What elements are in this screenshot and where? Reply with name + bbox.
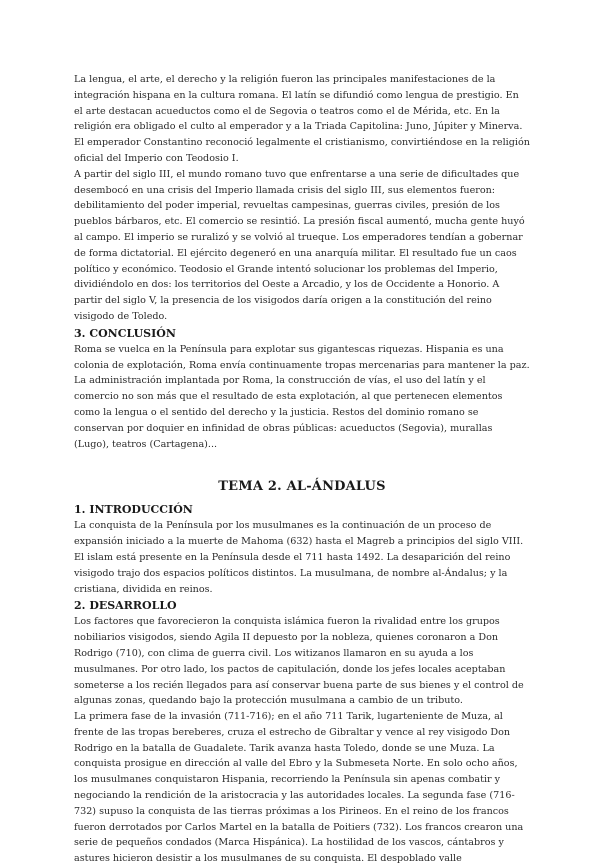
paragraph-invasion-phases: La primera fase de la invasión (711-716); en el año 711 Tarik, lugarteniente de Muza, al frente de las tropas bereberes, cruza el estrecho de Gibraltar y vence al rey visigodo Don Rodrigo en la batalla de Guadalete. Tarik avanza hasta Toledo, donde se une Muza. La conquista prosigue en dirección al valle del Ebro y la Submeseta Norte. En solo ocho años, los musulmanes conquistaron Hispania, recorriendo la Península sin apenas combatir y negociando la rendición de la aristocracia y las autoridades locales. La segunda fase (716-732) supuso la conquista de las tierras próximas a los Pirineos. En el reino de los francos fueron derrotados por Carlos Martel en la batalla de Poitiers (732). Los francos crearon una serie de pequeños condados (Marca Hispánica). La hostilidad de los vascos, cántabros y astures hicieron desistir a los musulmanes de su conquista. El despoblado valle bbox=[74, 711, 524, 865]
paragraph-factors: Los factores que favorecieron la conquista islámica fueron la rivalidad entre los grupos nobiliarios visigodos, siendo Agila II depuesto por la nobleza, quienes coronaron a Don Rodrigo (710), con clima de guerra civil. Los witizanos llamaron en su ayuda a los musulmanes. Por otro lado, los pactos de capitulación, donde los jefes locales aceptaban someterse a los recién llegados para así conservar buena parte de sus bienes y el control de algunas zonas, quedando bajo la protección musulmana a cambio de un tributo. bbox=[74, 616, 524, 707]
paragraph-conclusion: Roma se vuelca en la Península para explotar sus gigantescas riquezas. Hispania es una colonia de explotación, Roma envía continuamente tropas mercenarias para mantener la paz. La administración implantada por Roma, la construcción de vías, el uso del latín y el comercio no son más que el resultado de esta explotación, al que pertenecen elementos como la lengua o el sentido del derecho y la justicia. Restos del dominio romano se conservan por doquier en infinidad de obras públicas: acueductos (Segovia), murallas (Lugo), teatros (Cartagena)... bbox=[74, 343, 530, 450]
paragraph-roman-culture: La lengua, el arte, el derecho y la religión fueron las principales manifestaciones de la integración hispana en la cultura romana. El latín se difundió como lengua de prestigio. En el arte destacan acueductos como el de Segovia o teatros como el de Mérida, etc. En la religión era obligado el culto al emperador y a la Triada Capitolina: Juno, Júpiter y Minerva. El emperador Constantino reconoció legalmente el cristianismo, convirtiéndose en la religión oficial del Imperio con Teodosio I. bbox=[74, 74, 530, 164]
heading-introduction: 1. INTRODUCCIÓN bbox=[74, 503, 193, 517]
paragraph-crisis-siglo-iii: A partir del siglo III, el mundo romano tuvo que enfrentarse a una serie de dificultades que desembocó en una crisis del Imperio llamada crisis del siglo III, sus elementos fueron: debilitamiento del poder imperial, revueltas campesinas, guerras civiles, presión de los pueblos bárbaros, etc. El comercio se resintió. La presión fiscal aumentó, mucha gente huyó al campo. El imperio se ruralizó y se volvió al trueque. Los emperadores tendían a gobernar de forma dictatorial. El ejército degeneró en una anarquía militar. El resultado fue un caos político y económico. Teodosio el Grande intentó solucionar los problemas del Imperio, dividiéndolo en dos: los territorios del Oeste a Arcadio, y los de Occidente a Honorio. A partir del siglo V, la presencia de los visigodos daría origen a la constitución del reino visigodo de Toledo. bbox=[74, 168, 525, 322]
topic-title: TEMA 2. AL-ÁNDALUS bbox=[218, 479, 386, 495]
heading-development: 2. DESARROLLO bbox=[74, 599, 177, 613]
paragraph-introduction: La conquista de la Península por los musulmanes es la continuación de un proceso de expansión iniciado a la muerte de Mahoma (632) hasta el Magreb a principios del siglo VIII. El islam está presente en la Península desde el 711 hasta 1492. La desaparición del reino visigodo trajo dos espacios políticos distintos. La musulmana, de nombre al-Ándalus; y la cristiana, dividida en reinos. bbox=[74, 520, 524, 595]
heading-conclusion: 3. CONCLUSIÓN bbox=[74, 326, 176, 340]
